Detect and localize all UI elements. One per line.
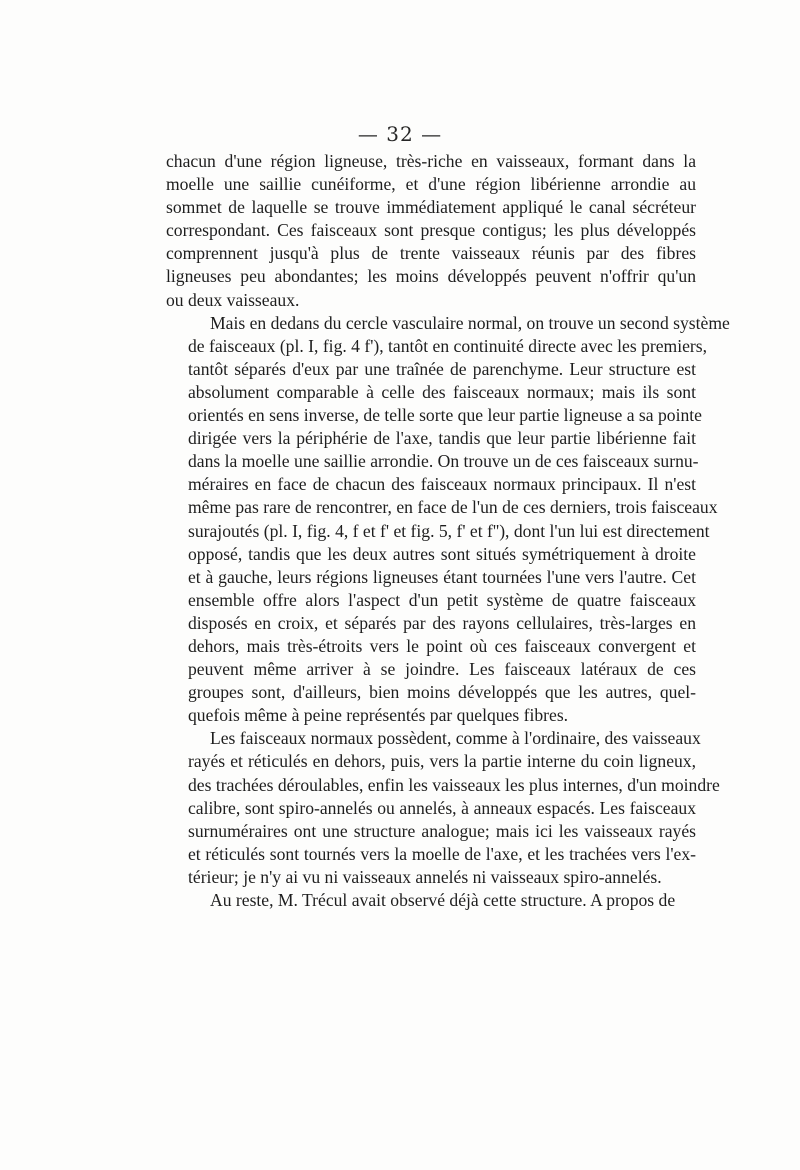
text-line: quefois même à peine représentés par quelques fibres. (188, 705, 569, 726)
text-line: chacun d'une région ligneuse, très-riche en vaisseaux, formant dans la (166, 151, 696, 171)
text-line: Les faisceaux normaux possèdent, comme à l'ordinaire, des vaisseaux (210, 728, 701, 749)
text-line: comprennent jusqu'à plus de trente vaisseaux réunis par des fibres (166, 243, 696, 264)
text-line: Mais en dedans du cercle vasculaire normal, on trouve un second système (210, 312, 730, 333)
text-line: opposé, tandis que les deux autres sont situés symétriquement à droite (188, 543, 696, 564)
text-line: dans la moelle une saillie arrondie. On trouve un de ces faisceaux surnu- (188, 451, 699, 472)
text-line: ensemble offre alors l'aspect d'un petit système de quatre faisceaux (188, 589, 696, 610)
text-line: dehors, mais très-étroits vers le point où ces faisceaux convergent et (188, 635, 696, 656)
text-line: moelle une saillie cunéiforme, et d'une région libérienne arrondie au (166, 174, 696, 195)
paragraph (166, 312, 730, 728)
text-line: peuvent même arriver à se joindre. Les faisceaux latéraux de ces (188, 659, 696, 680)
paragraph (166, 150, 696, 312)
text-line: surajoutés (pl. I, fig. 4, f et f' et fig. 5, f' et f''), dont l'un lui est directement (188, 520, 710, 541)
text-line: et réticulés sont tournés vers la moelle de l'axe, et les trachées vers l'ex- (188, 843, 696, 864)
text-line: et à gauche, leurs régions ligneuses étant tournées l'une vers l'autre. Cet (188, 566, 696, 587)
text-line: méraires en face de chacun des faisceaux normaux principaux. Il n'est (188, 474, 696, 495)
text-line: Au reste, M. Trécul avait observé déjà cette structure. A propos de (210, 890, 676, 910)
text-line: correspondant. Ces faisceaux sont presque contigus; les plus développés (166, 220, 696, 241)
text-line: térieur; je n'y ai vu ni vaisseaux annelés ni vaisseaux spiro-annelés. (188, 866, 662, 887)
body-text (166, 150, 730, 912)
paragraph (166, 727, 720, 889)
text-line: même pas rare de rencontrer, en face de l'un de ces derniers, trois faisceaux (188, 497, 718, 518)
text-line: sommet de laquelle se trouve immédiatement appliqué le canal sécréteur (166, 197, 696, 218)
text-line: absolument comparable à celle des faisceaux normaux; mais ils sont (188, 381, 696, 402)
text-line: groupes sont, d'ailleurs, bien moins développés que les autres, quel- (188, 682, 696, 703)
text-line: surnuméraires ont une structure analogue; mais ici les vaisseaux rayés (188, 820, 696, 841)
text-line: disposés en croix, et séparés par des rayons cellulaires, très-larges en (188, 612, 696, 633)
text-line: dirigée vers la périphérie de l'axe, tandis que leur partie libérienne fait (188, 428, 696, 449)
page-number: — 32 — (357, 122, 443, 146)
text-line: tantôt séparés d'eux par une traînée de parenchyme. Leur structure est (188, 358, 696, 379)
text-line: rayés et réticulés en dehors, puis, vers la partie interne du coin ligneux, (188, 751, 696, 772)
text-line: orientés en sens inverse, de telle sorte que leur partie ligneuse a sa pointe (188, 405, 702, 426)
text-line: des trachées déroulables, enfin les vaisseaux les plus internes, d'un moindre (188, 774, 720, 795)
text-line: ou deux vaisseaux. (166, 289, 300, 310)
text-line: ligneuses peu abondantes; les moins développés peuvent n'offrir qu'un (166, 266, 696, 287)
text-line: de faisceaux (pl. I, fig. 4 f'), tantôt en continuité directe avec les premiers, (188, 335, 708, 356)
paragraph (166, 889, 696, 912)
text-line: calibre, sont spiro-annelés ou annelés, à anneaux espacés. Les faisceaux (188, 797, 696, 818)
